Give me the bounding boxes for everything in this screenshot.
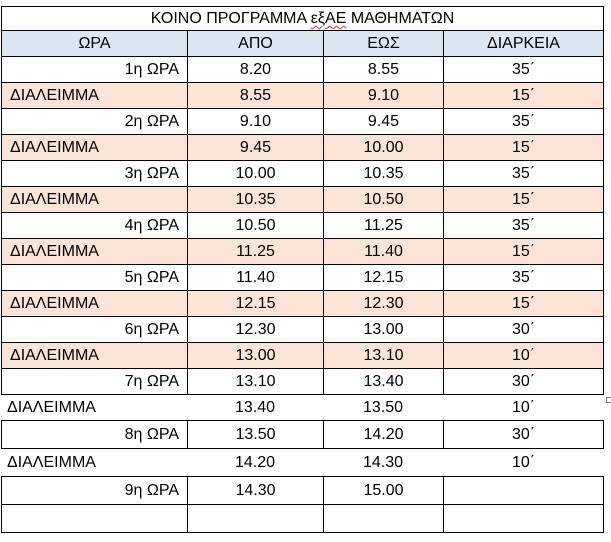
to-time: 12.15 [323, 265, 443, 290]
to-time: 13.40 [323, 369, 443, 394]
table-row [1, 369, 604, 395]
table-row [1, 265, 604, 291]
hour-label: ΔΙΑΛΕΙΜΜΑ [7, 453, 96, 471]
header-to: ΕΩΣ [323, 31, 443, 56]
table-row [1, 317, 604, 343]
duration: 35΄ [443, 161, 604, 186]
hour-label [1, 505, 187, 532]
to-time: 14.20 [323, 421, 443, 448]
to-time: 13.10 [323, 343, 443, 368]
duration: 30΄ [443, 369, 604, 394]
header-duration: ΔΙΑΡΚΕΙΑ [443, 31, 604, 56]
duration: 10΄ [511, 398, 536, 416]
to-time: 15.00 [323, 477, 443, 504]
table-row [1, 343, 604, 369]
hour-label: ΔΙΑΛΕΙΜΜΑ [1, 239, 187, 264]
table-row [1, 291, 604, 317]
from-time: 10.35 [187, 187, 323, 212]
to-time: 11.40 [323, 239, 443, 264]
header-row [1, 31, 604, 57]
from-time: 8.55 [187, 83, 323, 108]
from-time [187, 505, 323, 532]
from-time: 13.00 [187, 343, 323, 368]
from-time: 10.00 [187, 161, 323, 186]
from-time: 12.30 [187, 317, 323, 342]
schedule-table [1, 6, 604, 533]
table-row [1, 109, 604, 135]
hour-label: ΔΙΑΛΕΙΜΜΑ [1, 83, 187, 108]
hour-label: 1η ΩΡΑ [1, 57, 187, 82]
from-time: 14.20 [234, 453, 276, 471]
to-time: 12.30 [323, 291, 443, 316]
duration: 30΄ [443, 421, 604, 448]
to-time: 14.30 [362, 453, 404, 471]
hour-label: ΔΙΑΛΕΙΜΜΑ [1, 291, 187, 316]
duration: 35΄ [443, 57, 604, 82]
table-row [1, 395, 604, 420]
to-time: 13.50 [362, 398, 404, 416]
duration: 15΄ [443, 291, 604, 316]
table-row [1, 135, 604, 161]
hour-label: ΔΙΑΛΕΙΜΜΑ [7, 398, 96, 416]
duration: 15΄ [443, 187, 604, 212]
from-time: 13.50 [187, 421, 323, 448]
from-time: 11.40 [187, 265, 323, 290]
duration: 10΄ [511, 453, 536, 471]
hour-label: 6η ΩΡΑ [1, 317, 187, 342]
header-from: ΑΠΟ [187, 31, 323, 56]
table-row [1, 505, 604, 533]
hour-label: 2η ΩΡΑ [1, 109, 187, 134]
table-row [1, 477, 604, 505]
from-time: 13.40 [234, 398, 276, 416]
to-time: 10.35 [323, 161, 443, 186]
to-time: 10.50 [323, 187, 443, 212]
table-row [1, 239, 604, 265]
table-resize-handle[interactable] [606, 397, 611, 403]
to-time: 11.25 [323, 213, 443, 238]
duration: 35΄ [443, 213, 604, 238]
hour-label: 7η ΩΡΑ [1, 369, 187, 394]
from-time: 8.20 [187, 57, 323, 82]
hour-label: 5η ΩΡΑ [1, 265, 187, 290]
duration [443, 505, 604, 532]
to-time [323, 505, 443, 532]
hour-label: 4η ΩΡΑ [1, 213, 187, 238]
duration: 15΄ [443, 239, 604, 264]
from-time: 11.25 [187, 239, 323, 264]
duration: 35΄ [443, 109, 604, 134]
duration: 30΄ [443, 317, 604, 342]
hour-label: 3η ΩΡΑ [1, 161, 187, 186]
duration [443, 477, 604, 504]
duration: 15΄ [443, 135, 604, 160]
to-time: 9.45 [323, 109, 443, 134]
hour-label: 8η ΩΡΑ [1, 421, 187, 448]
table-row [1, 421, 604, 449]
table-row [1, 83, 604, 109]
table-row [1, 449, 604, 476]
table-title: ΚΟΙΝΟ ΠΡΟΓΡΑΜΜΑ εξΑΕ ΜΑΘΗΜΑΤΩΝ [1, 7, 604, 31]
from-time: 10.50 [187, 213, 323, 238]
table-row [1, 161, 604, 187]
duration: 15΄ [443, 83, 604, 108]
from-time: 12.15 [187, 291, 323, 316]
hour-label: 9η ΩΡΑ [1, 477, 187, 504]
duration: 10΄ [443, 343, 604, 368]
to-time: 13.00 [323, 317, 443, 342]
from-time: 9.10 [187, 109, 323, 134]
duration: 35΄ [443, 265, 604, 290]
hour-label: ΔΙΑΛΕΙΜΜΑ [1, 135, 187, 160]
to-time: 8.55 [323, 57, 443, 82]
from-time: 9.45 [187, 135, 323, 160]
table-row [1, 213, 604, 239]
table-row [1, 57, 604, 83]
from-time: 13.10 [187, 369, 323, 394]
to-time: 10.00 [323, 135, 443, 160]
table-row [1, 187, 604, 213]
misspelled-word: εξΑΕ [310, 10, 347, 27]
header-hour: ΩΡΑ [1, 31, 187, 56]
from-time: 14.30 [187, 477, 323, 504]
to-time: 9.10 [323, 83, 443, 108]
hour-label: ΔΙΑΛΕΙΜΜΑ [1, 187, 187, 212]
hour-label: ΔΙΑΛΕΙΜΜΑ [1, 343, 187, 368]
